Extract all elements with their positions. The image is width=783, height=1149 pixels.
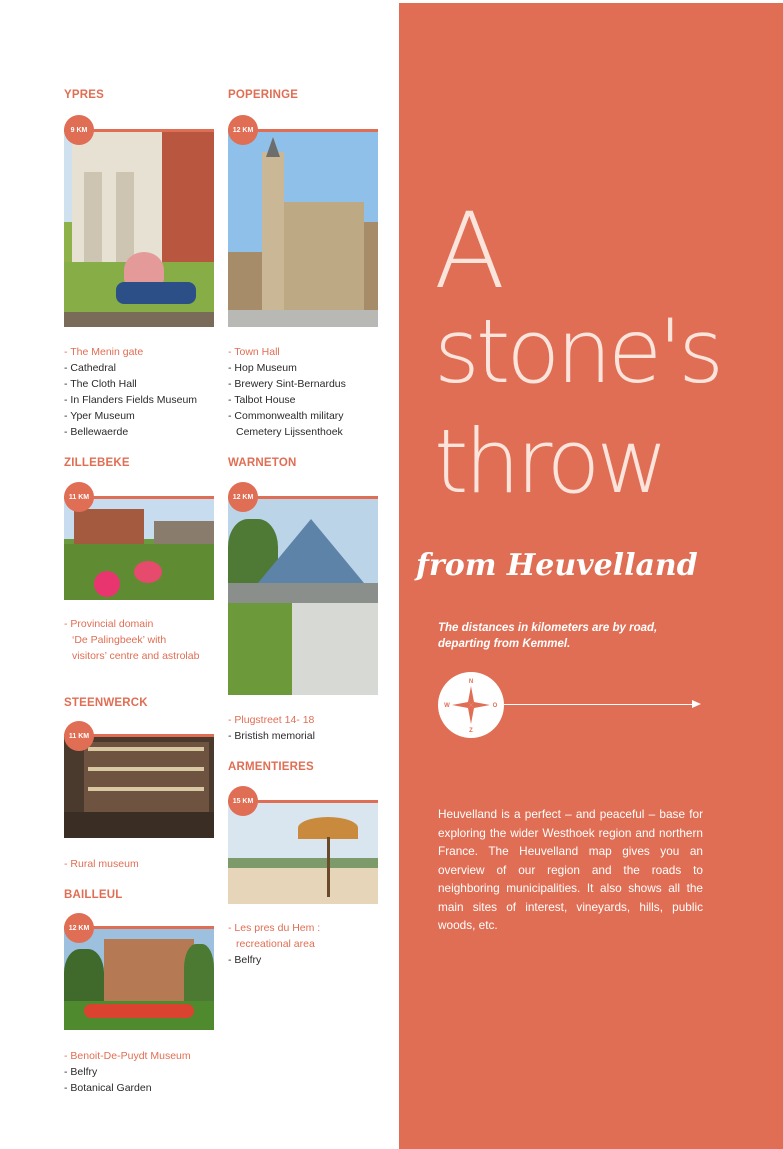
site-item: - Benoit-De-Puydt Museum [64, 1050, 191, 1062]
sites-list [64, 344, 219, 440]
site-item: ‘De Palingbeek’ with [72, 634, 167, 646]
site-item: - Belfry [64, 1066, 98, 1078]
sites-list [228, 712, 383, 744]
poperinge-photo [228, 129, 378, 327]
compass-s: Z [469, 728, 473, 734]
compass-w: W [444, 703, 450, 709]
distance-note: The distances in kilometers are by road, departing from Kemmel. [438, 622, 658, 650]
compass-icon [438, 672, 504, 738]
warneton-photo [228, 496, 378, 695]
city-name: ZILLEBEKE [64, 457, 130, 469]
sites-list [228, 920, 383, 968]
site-item: - The Menin gate [64, 346, 144, 358]
site-item: - Cathedral [64, 362, 116, 374]
arrow-right-icon [692, 700, 701, 708]
site-item: recreational area [236, 938, 315, 950]
site-item: - Belfry [228, 954, 262, 966]
site-item: - In Flanders Fields Museum [64, 394, 198, 406]
direction-arrow-line [504, 704, 694, 705]
city-name: POPERINGE [228, 89, 299, 101]
bailleul-photo [64, 926, 214, 1030]
distance-badge: 11 KM [64, 721, 94, 751]
distance-badge: 12 KM [228, 482, 258, 512]
site-item: - Commonwealth military [228, 410, 344, 422]
site-item: - Les pres du Hem : [228, 922, 321, 934]
city-name: BAILLEUL [64, 889, 123, 901]
site-item: - The Cloth Hall [64, 378, 137, 390]
site-item: - Brewery Sint-Bernardus [228, 378, 346, 390]
sites-list [64, 616, 219, 664]
city-name: WARNETON [228, 457, 297, 469]
compass-n: N [468, 679, 474, 685]
headline-line-3: throw [434, 410, 665, 513]
site-item: - Hop Museum [228, 362, 297, 374]
distance-badge: 12 KM [228, 115, 258, 145]
headline-line-1: A [434, 190, 503, 312]
ypres-photo [64, 129, 214, 327]
site-item: visitors’ centre and astrolab [72, 650, 200, 662]
site-item: - Plugstreet 14- 18 [228, 714, 315, 726]
city-name: YPRES [64, 89, 104, 101]
distance-badge: 11 KM [64, 482, 94, 512]
headline-subtitle: from Heuvelland [416, 548, 698, 583]
site-item: - Bellewaerde [64, 426, 129, 438]
sites-list [64, 1048, 219, 1096]
site-item: Cemetery Lijssenthoek [236, 426, 343, 438]
distance-badge: 12 KM [64, 913, 94, 943]
city-name: STEENWERCK [64, 697, 148, 709]
sites-list [228, 344, 383, 440]
site-item: - Bristish memorial [228, 730, 315, 742]
intro-paragraph: Heuvelland is a perfect – and peaceful – base for exploring the wider Westhoek region and northern France. The Heuvelland map gives you an overview of our region and the roads to neighboring municipalities. It also shows all the main sites of interest, vineyards, hills, public woods, etc. [438, 807, 703, 932]
sites-list [64, 856, 219, 872]
zillebeke-photo [64, 496, 214, 600]
armentieres-photo [228, 800, 378, 904]
headline-line-2: stone's [434, 300, 721, 403]
steenwerck-photo [64, 734, 214, 838]
compass-e: O [492, 703, 498, 709]
site-item: - Town Hall [228, 346, 280, 358]
site-item: - Rural museum [64, 858, 139, 870]
site-item: - Provincial domain [64, 618, 154, 630]
city-name: ARMENTIERES [228, 761, 314, 773]
site-item: - Botanical Garden [64, 1082, 152, 1094]
site-item: - Yper Museum [64, 410, 135, 422]
distance-badge: 9 KM [64, 115, 94, 145]
site-item: - Talbot House [228, 394, 296, 406]
distance-badge: 15 KM [228, 786, 258, 816]
